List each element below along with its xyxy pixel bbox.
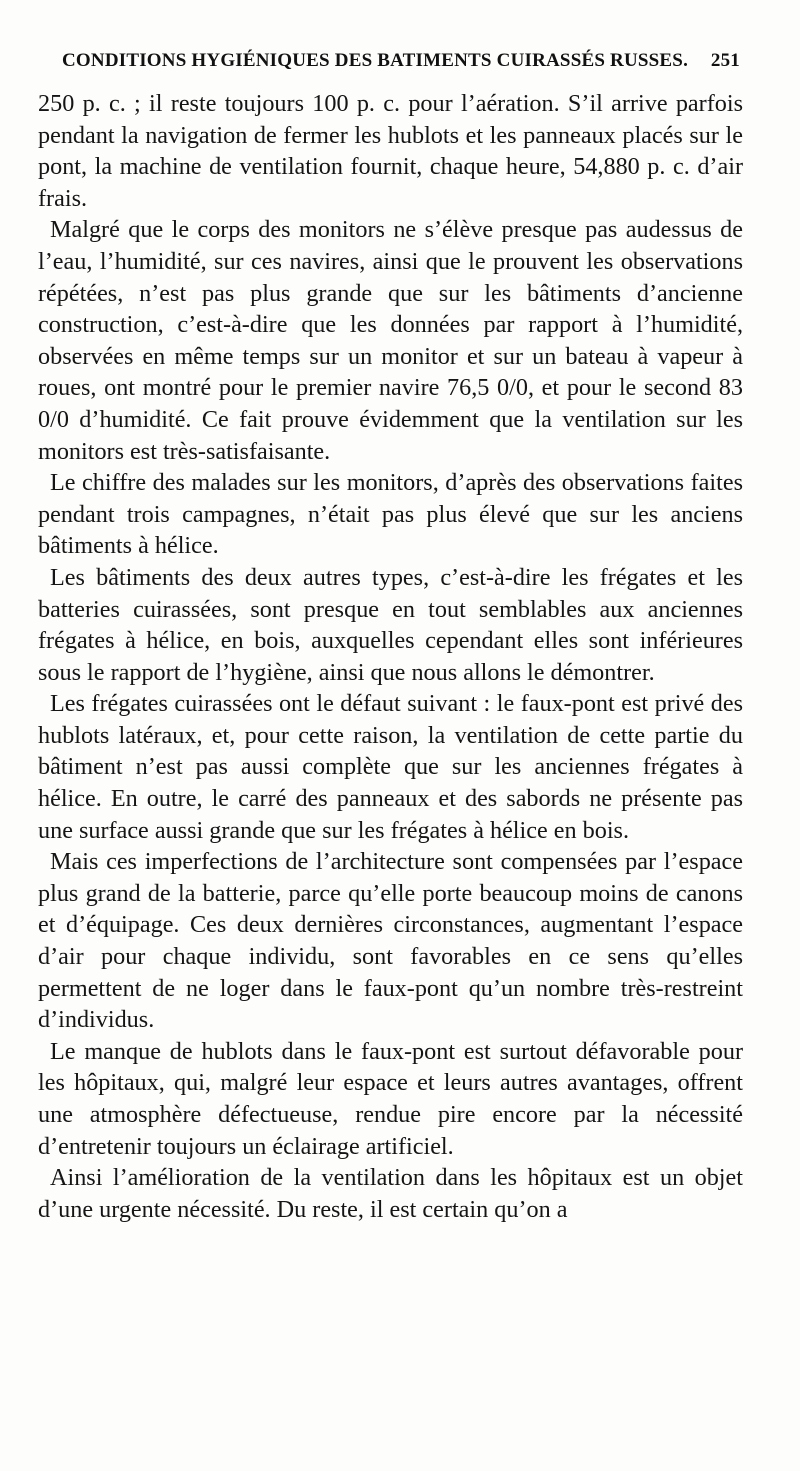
running-title: CONDITIONS HYGIÉNIQUES DES BATIMENTS CUIRASSÉS RUSSES. — [62, 50, 689, 71]
paragraph: Les bâtiments des deux autres types, c’est-à-dire les frégates et les batteries cuirassées, sont presque en tout semblables aux anciennes frégates à hélice, en bois, auxquelles cependant elles sont inférieures sous le rapport de l’hygiène, ainsi que nous allons le démontrer. — [38, 563, 743, 686]
paragraph: Le chiffre des malades sur les monitors, d’après des observations faites pendant trois campagnes, n’était pas plus élevé que sur les anciens bâtiments à hélice. — [38, 469, 743, 560]
paragraph: Malgré que le corps des monitors ne s’élève presque pas audessus de l’eau, l’humidité, sur ces navires, ainsi que le prouvent les observations répétées, n’est pas plus grande que sur les bâtiments d’ancienne construction, c’est-à-dire que les données par rapport à l’humidité, observées en même temps sur un monitor et sur un bateau à vapeur à roues, ont montré pour le premier navire 76,5 0/0, et pour le second 83 0/0 d’humidité. Ce fait prouve évidemment que la ventilation sur les monitors est très-satisfaisante. — [38, 216, 743, 465]
paragraph: Le manque de hublots dans le faux-pont est surtout défavorable pour les hôpitaux, qui, malgré leur espace et leurs autres avantages, offrent une atmosphère défectueuse, rendue pire encore par la nécessité d’entretenir toujours un éclairage artificiel. — [38, 1037, 743, 1160]
page-number: 251 — [710, 50, 740, 71]
paragraph: Mais ces imperfections de l’architecture sont compensées par l’espace plus grand de la batterie, parce qu’elle porte beaucoup moins de canons et d’équipage. Ces deux dernières circonstances, augmentant l’espace d’air pour chaque individu, sont favorables en ce sens qu’elles permettent de ne loger dans le faux-pont qu’un nombre très-restreint d’individus. — [38, 848, 743, 1034]
paragraph: Ainsi l’amélioration de la ventilation dans les hôpitaux est un objet d’une urgente nécessité. Du reste, il est certain qu’on a — [38, 1164, 743, 1223]
running-header — [62, 50, 740, 80]
paragraph: 250 p. c. ; il reste toujours 100 p. c. pour l’aération. S’il arrive parfois pendant la navigation de fermer les hublots et les panneaux placés sur le pont, la machine de ventilation fournit, chaque heure, 54,880 p. c. d’air frais. — [38, 90, 743, 212]
body-text — [38, 88, 743, 1225]
paragraph: Les frégates cuirassées ont le défaut suivant : le faux-pont est privé des hublots latéraux, et, pour cette raison, la ventilation de cette partie du bâtiment n’est pas aussi complète que sur les anciennes frégates à hélice. En outre, le carré des panneaux et des sabords ne présente pas une surface aussi grande que sur les frégates à hélice en bois. — [38, 690, 743, 844]
